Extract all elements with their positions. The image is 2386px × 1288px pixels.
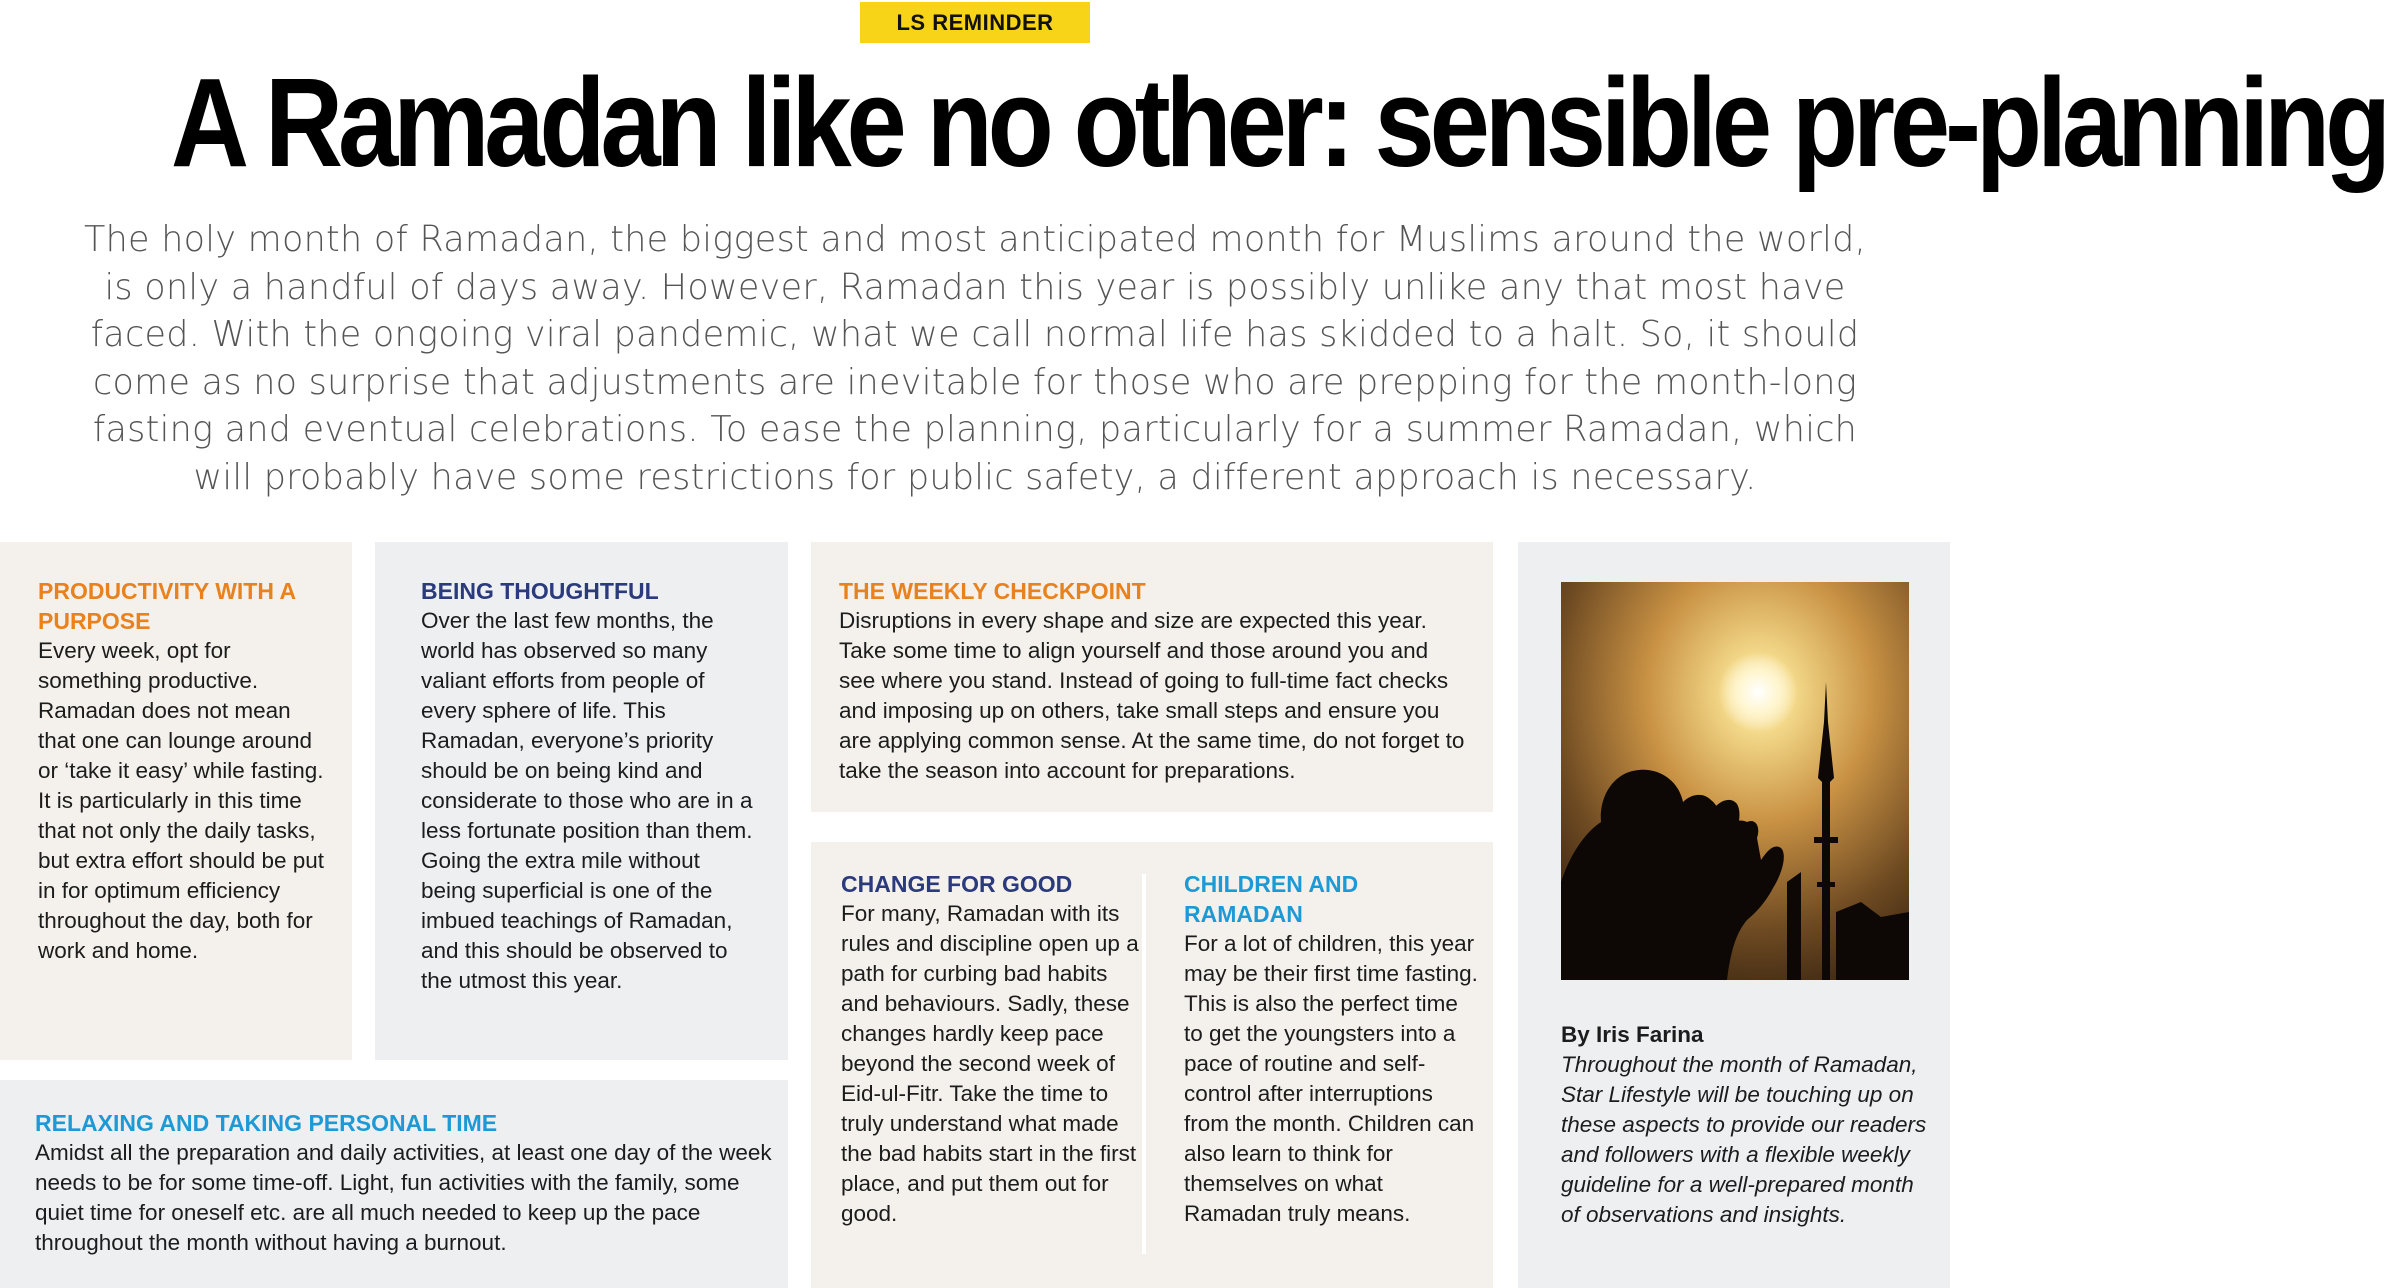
change-title: CHANGE FOR GOOD [841, 871, 1073, 897]
section-kicker: LS REMINDER [860, 2, 1090, 43]
productivity-body: Every week, opt for something productive. Ramadan does not mean that one can lounge around or ‘take it easy’ while fasting. It is particularly in this time that not only the daily tasks, but extra effort should be put in for optimum efficiency throughout the day, both for work and home. [38, 638, 325, 963]
relaxing-panel [0, 1080, 788, 1288]
intro-paragraph: The holy month of Ramadan, the biggest and most anticipated month for Muslims around the world, is only a handful of days away. However, Ramadan this year is possibly unlike any that most have faced. With the ongoing viral pandemic, what we call normal life has skidded to a halt. So, it should come as no surprise that adjustments are inevitable for those who are prepping for the month-long fasting and eventual celebrations. To ease the planning, particularly for a summer Ramadan, which will probably have some restrictions for public safety, a different approach is necessary. [84, 219, 1866, 498]
prayer-silhouette-photo [1561, 582, 1909, 980]
byline-text: Throughout the month of Ramadan, Star Lifestyle will be touching up on these aspects to provide our readers and followers with a flexible weekly guideline for a well-prepared month of observations and insights. [1561, 1052, 1927, 1227]
byline-author: By Iris Farina [1561, 1022, 1704, 1047]
children-title: CHILDREN AND RAMADAN [1184, 871, 1359, 927]
checkpoint-title: THE WEEKLY CHECKPOINT [839, 578, 1146, 604]
change-children-panel [811, 842, 1493, 1288]
thoughtful-panel [375, 542, 788, 1060]
productivity-title: PRODUCTIVITY WITH A PURPOSE [38, 578, 296, 634]
headline: A Ramadan like no other: sensible pre-planning [170, 52, 2386, 193]
children-body: For a lot of children, this year may be their first time fasting. This is also the perfect time to get the youngsters into a pace of routine and self-control after interruptions from the month. Children can also learn to think for themselves on what Ramadan truly means. [1184, 931, 1478, 1226]
checkpoint-body: Disruptions in every shape and size are expected this year. Take some time to align yourself and those around you and see where you stand. Instead of going to full-time fact checks and imposing up on others, take small steps and ensure you are applying common sense. At the same time, do not forget to take the season into account for preparations. [839, 608, 1465, 783]
checkpoint-panel [811, 542, 1493, 812]
relaxing-title: RELAXING AND TAKING PERSONAL TIME [35, 1110, 498, 1136]
productivity-panel [0, 542, 352, 1060]
change-body: For many, Ramadan with its rules and discipline open up a path for curbing bad habits and behaviours. Sadly, these changes hardly keep pace beyond the second week of Eid-ul-Fitr. Take the time to truly understand what made the bad habits start in the first place, and put them out for good. [841, 901, 1139, 1226]
thoughtful-body: Over the last few months, the world has observed so many valiant efforts from people of every sphere of life. This Ramadan, everyone’s priority should be on being kind and considerate to those who are in a less fortunate position than them. Going the extra mile without being superficial is one of the imbued teachings of Ramadan, and this should be observed to the utmost this year. [421, 608, 753, 993]
column-divider [1142, 874, 1146, 1254]
thoughtful-title: BEING THOUGHTFUL [421, 578, 659, 604]
relaxing-body: Amidst all the preparation and daily activities, at least one day of the week needs to be for some time-off. Light, fun activities with the family, some quiet time for oneself etc. are all much needed to keep up the pace throughout the month without having a burnout. [35, 1140, 772, 1255]
byline-panel [1518, 542, 1950, 1288]
